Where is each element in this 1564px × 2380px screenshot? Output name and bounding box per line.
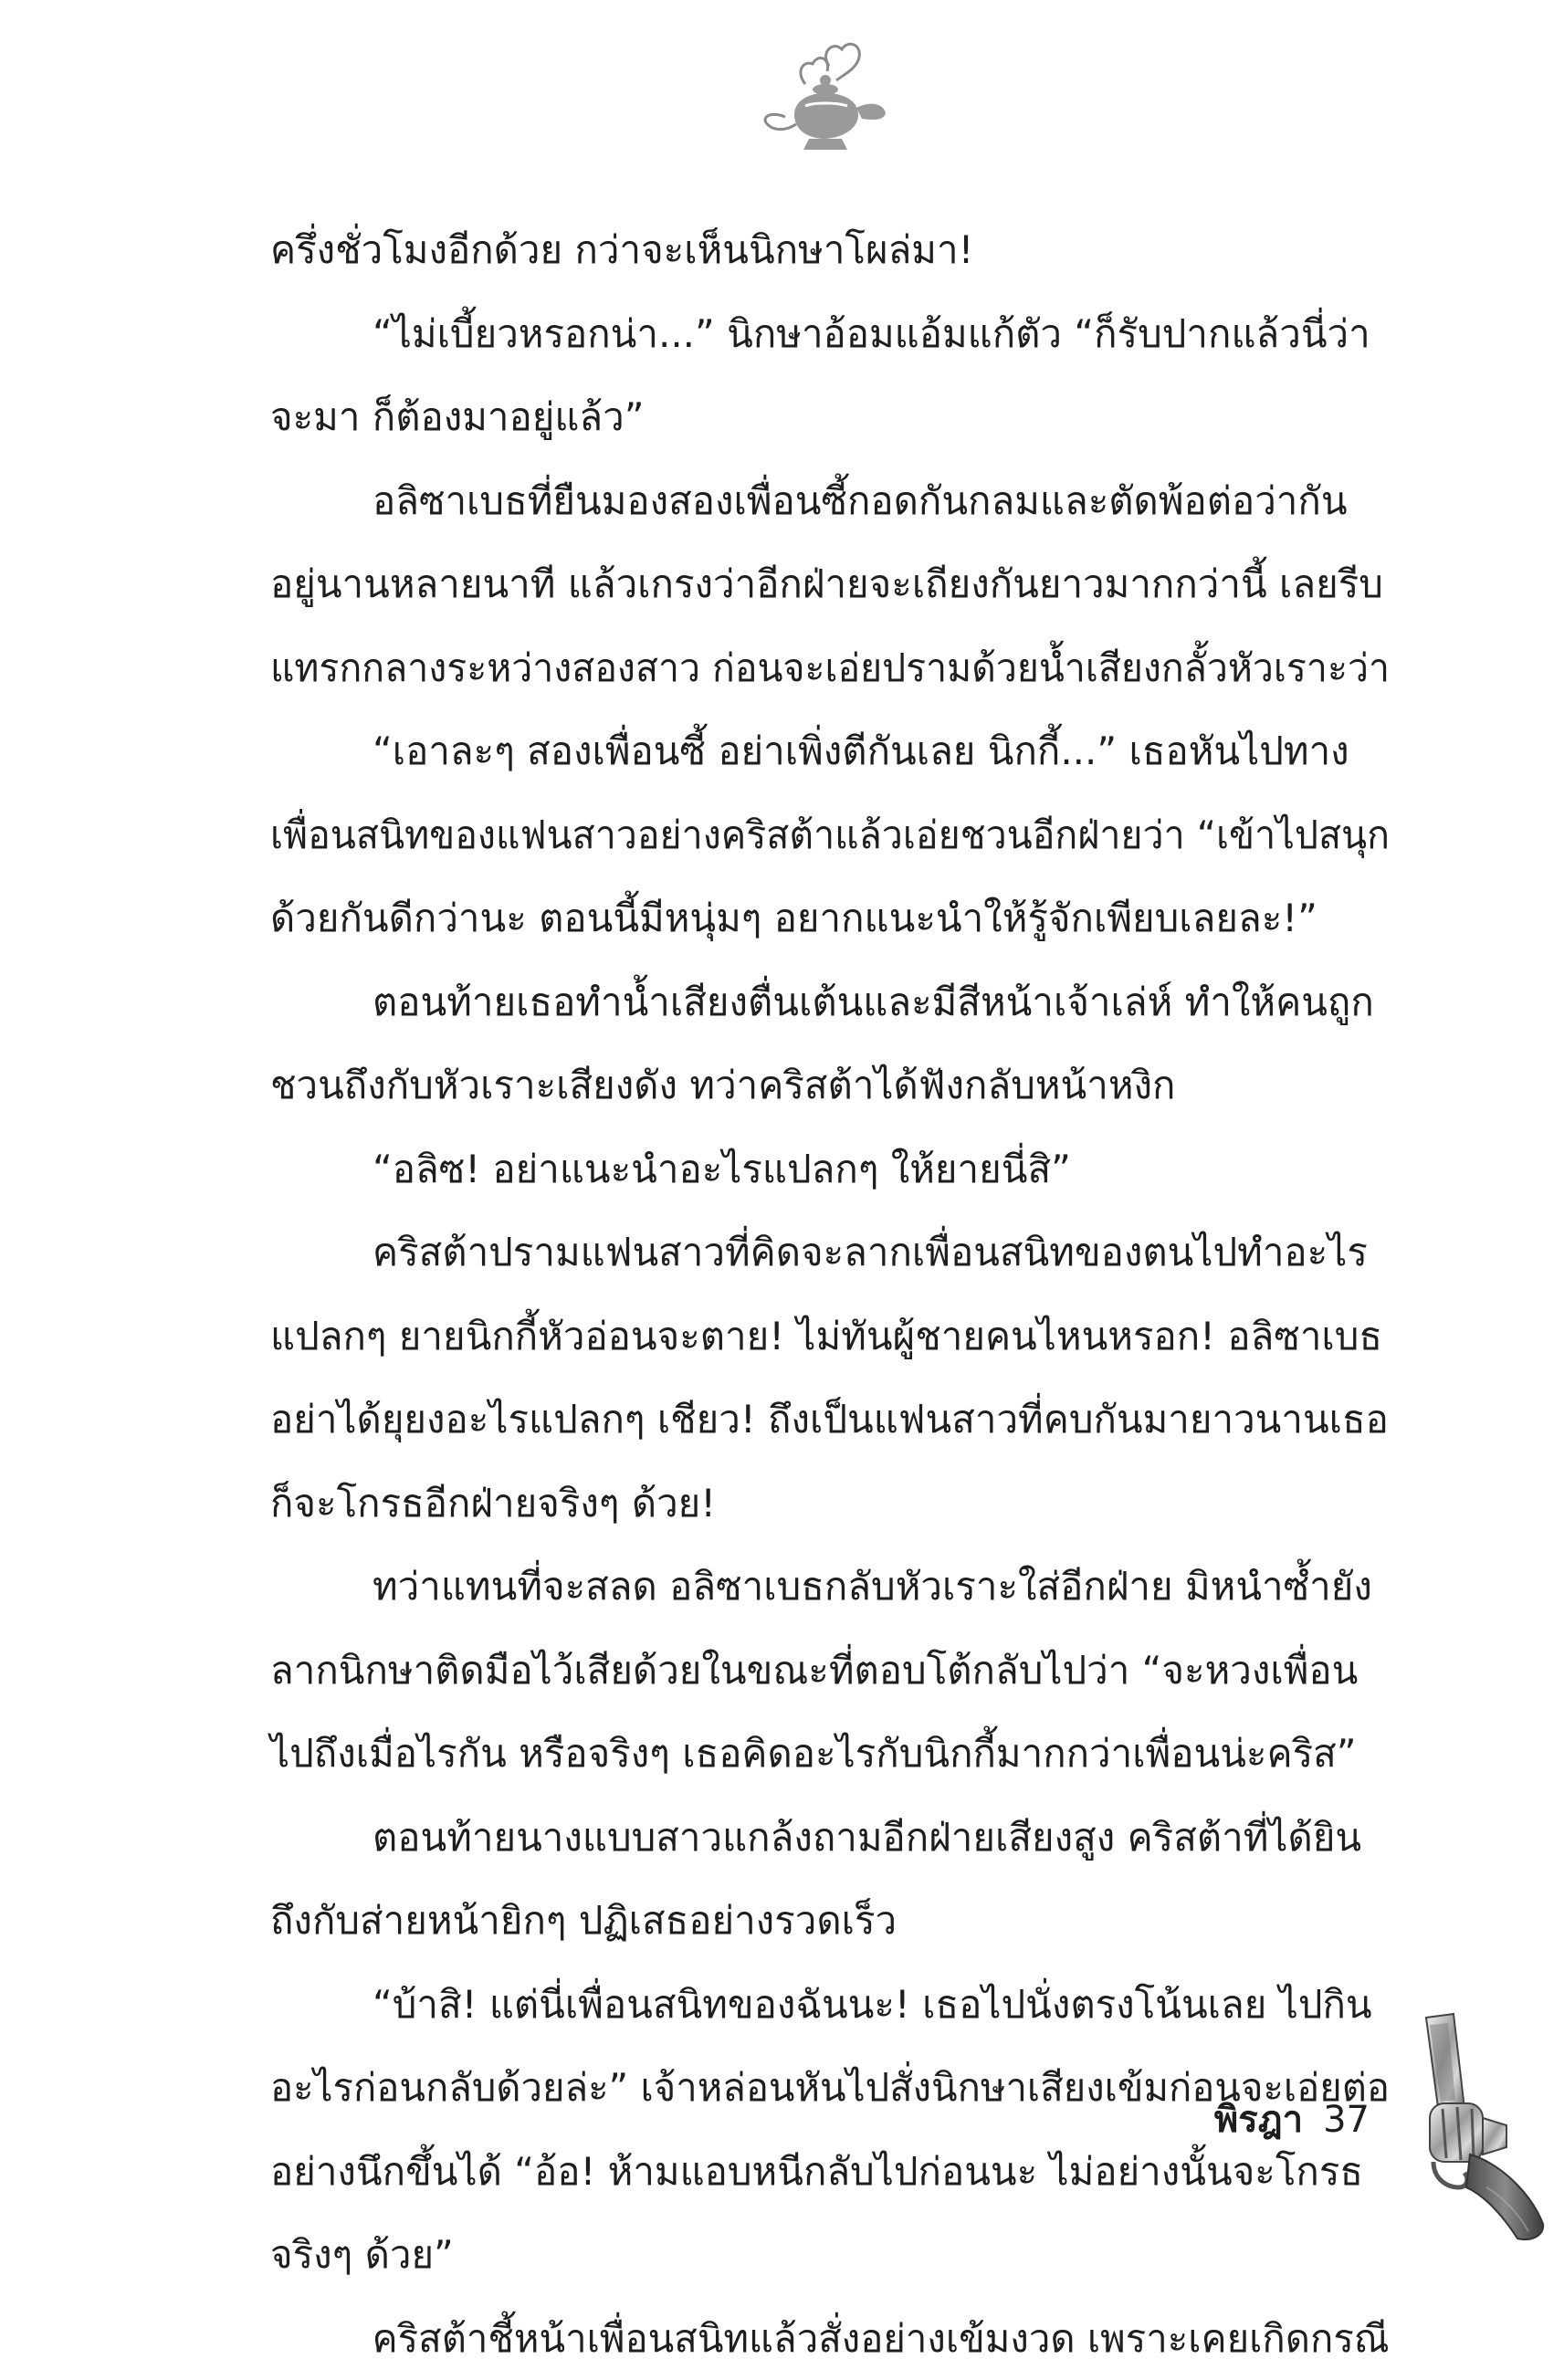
text-line: อะไรก่อนกลับด้วยล่ะ” เจ้าหล่อนหันไปสั่งนิกษาเสียงเข้มก่อนจะเอ่ยต่อ (270, 2046, 1384, 2130)
text-line: แปลกๆ ยายนิกกี้หัวอ่อนจะตาย! ไม่ทันผู้ชายคนไหนหรอก! อลิซาเบธ (270, 1295, 1390, 1379)
text-line: ถึงกับส่ายหน้ายิกๆ ปฏิเสธอย่างรวดเร็ว (270, 1879, 1390, 1963)
text-line: คริสต้าปรามแฟนสาวที่คิดจะลากเพื่อนสนิทของตนไปทำอะไร (270, 1211, 1390, 1295)
text-line: ชวนถึงกับหัวเราะเสียงดัง ทว่าคริสต้าได้ฟังกลับหน้าหงิก (270, 1043, 1390, 1127)
text-line: จริงๆ ด้วย” (270, 2213, 1390, 2297)
text-line: อยู่นานหลายนาที แล้วเกรงว่าอีกฝ่ายจะเถียงกันยาวมากกว่านี้ เลยรีบ (270, 542, 1390, 626)
text-line: ตอนท้ายนางแบบสาวแกล้งถามอีกฝ่ายเสียงสูง คริสต้าที่ได้ยิน (270, 1796, 1390, 1880)
text-line: ทว่าแทนที่จะสลด อลิซาเบธกลับหัวเราะใส่อีกฝ่าย มิหนำซ้ำยัง (270, 1545, 1390, 1629)
genie-lamp-icon (741, 37, 897, 173)
text-line: อย่าได้ยุยงอะไรแปลกๆ เชียว! ถึงเป็นแฟนสาวที่คบกันมายาวนานเธอ (270, 1378, 1390, 1462)
page-footer (1187, 2092, 1370, 2147)
text-line: คริสต้าชี้หน้าเพื่อนสนิทแล้วสั่งอย่างเข้มงวด เพราะเคยเกิดกรณี (270, 2297, 1386, 2380)
text-line: ลากนิกษาติดมือไว้เสียด้วยในขณะที่ตอบโต้กลับไปว่า “จะหวงเพื่อน (270, 1629, 1390, 1713)
page-number: 37 (1323, 2092, 1370, 2147)
body-text (270, 208, 1390, 2380)
text-line: จะมา ก็ต้องมาอยู่แล้ว” (270, 375, 1390, 459)
text-line: “ไม่เบี้ยวหรอกน่า...” นิกษาอ้อมแอ้มแก้ตัว “ก็รับปากแล้วนี่ว่า (270, 292, 1390, 376)
text-line: “บ้าสิ! แต่นี่เพื่อนสนิทของฉันนะ! เธอไปนั่งตรงโน้นเลย ไปกิน (270, 1963, 1390, 2047)
book-title: พิรฎา (1214, 2092, 1303, 2147)
text-line: ตอนท้ายเธอทำน้ำเสียงตื่นเต้นและมีสีหน้าเจ้าเล่ห์ ทำให้คนถูก (270, 960, 1390, 1044)
text-line: อลิซาเบธที่ยืนมองสองเพื่อนซี้กอดกันกลมและตัดพ้อต่อว่ากัน (270, 459, 1390, 543)
text-line: เพื่อนสนิทของแฟนสาวอย่างคริสต้าแล้วเอ่ยชวนอีกฝ่ายว่า “เข้าไปสนุก (270, 793, 1365, 877)
text-line: “เอาละๆ สองเพื่อนซี้ อย่าเพิ่งตีกันเลย นิกกี้...” เธอหันไปทาง (270, 709, 1390, 793)
text-line: ครึ่งชั่วโมงอีกด้วย กว่าจะเห็นนิกษาโผล่มา! (270, 208, 1390, 292)
text-line: ไปถึงเมื่อไรกัน หรือจริงๆ เธอคิดอะไรกับนิกกี้มากกว่าเพื่อนน่ะคริส” (270, 1712, 1390, 1796)
text-line: ก็จะโกรธอีกฝ่ายจริงๆ ด้วย! (270, 1462, 1390, 1546)
revolver-icon (1370, 2008, 1552, 2246)
text-line: ด้วยกันดีกว่านะ ตอนนี้มีหนุ่มๆ อยากแนะนำให้รู้จักเพียบเลยละ!” (270, 876, 1390, 960)
text-line: อย่างนึกขึ้นได้ “อ้อ! ห้ามแอบหนีกลับไปก่อนนะ ไม่อย่างนั้นจะโกรธ (270, 2130, 1390, 2214)
text-line: “อลิซ! อย่าแนะนำอะไรแปลกๆ ให้ยายนี่สิ” (270, 1127, 1390, 1211)
text-line: แทรกกลางระหว่างสองสาว ก่อนจะเอ่ยปรามด้วยน้ำเสียงกลั้วหัวเราะว่า (270, 626, 1362, 710)
